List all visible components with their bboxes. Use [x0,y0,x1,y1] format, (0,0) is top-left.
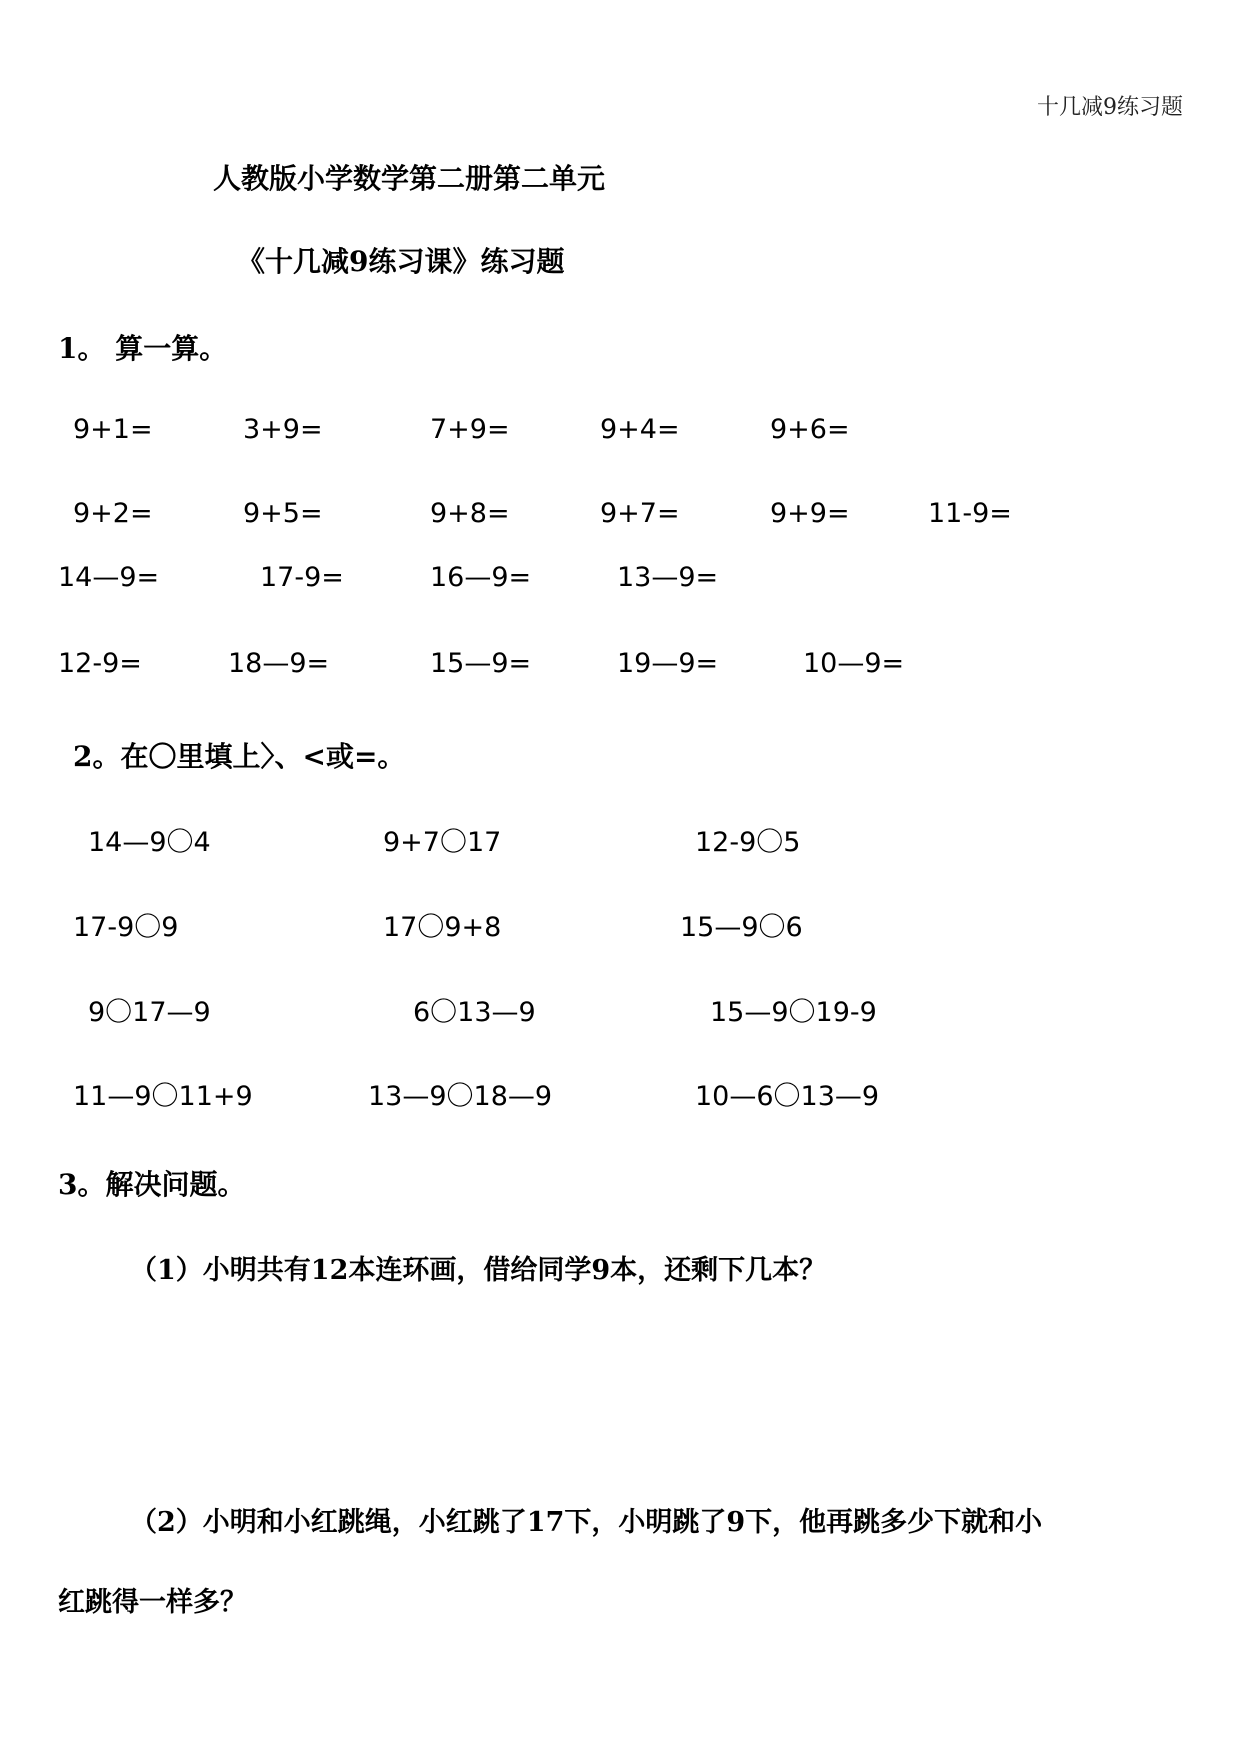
compare-item: 10—6〇13—9 [695,1081,880,1112]
compare-item: 17-9〇9 [73,912,179,943]
compare-row-1 [0,820,1241,860]
word-problem-2-line1: （2）小明和小红跳绳，小红跳了17下，小明跳了9下，他再跳多少下就和小 [130,1507,1043,1538]
word-problem-1: （1）小明共有12本连环画，借给同学9本，还剩下几本？ [130,1255,827,1286]
compare-item: 15—9〇6 [680,912,803,943]
calc-row-1 [0,414,1241,454]
calc-item: 9+9= [770,498,850,529]
compare-item: 13—9〇18—9 [368,1081,553,1112]
calc-item: 9+1= [73,414,153,445]
calc-item: 18—9= [228,648,330,679]
calc-item: 16—9= [430,562,532,593]
calc-row-2 [0,498,1241,538]
section2-heading: 2。在〇里填上〉、<或=。 [73,740,406,773]
calc-item: 11-9= [928,498,1012,529]
calc-item: 9+4= [600,414,680,445]
section1-heading: 1。 算一算。 [58,332,228,365]
calc-item: 9+2= [73,498,153,529]
calc-item: 9+8= [430,498,510,529]
compare-item: 17〇9+8 [383,912,502,943]
section3-heading: 3。解决问题。 [58,1168,246,1201]
compare-item: 11—9〇11+9 [73,1081,253,1112]
compare-item: 14—9〇4 [88,827,211,858]
calc-item: 15—9= [430,648,532,679]
calc-item: 13—9= [617,562,719,593]
compare-row-3 [0,990,1241,1030]
calc-item: 12-9= [58,648,142,679]
calc-row-4 [0,648,1241,688]
compare-item: 15—9〇19-9 [710,997,877,1028]
compare-item: 9+7〇17 [383,827,502,858]
running-header: 十几减9练习题 [1037,95,1183,120]
calc-item: 7+9= [430,414,510,445]
compare-row-4 [0,1074,1241,1114]
calc-item: 3+9= [243,414,323,445]
calc-item: 9+5= [243,498,323,529]
document-title-line2: 《十几减9练习课》练习题 [237,245,565,278]
calc-item: 10—9= [803,648,905,679]
calc-item: 14—9= [58,562,160,593]
calc-row-3 [0,562,1241,602]
document-title-line1: 人教版小学数学第二册第二单元 [213,162,606,195]
calc-item: 17-9= [260,562,344,593]
compare-item: 12-9〇5 [695,827,801,858]
compare-item: 6〇13—9 [413,997,536,1028]
calc-item: 9+6= [770,414,850,445]
calc-item: 9+7= [600,498,680,529]
compare-row-2 [0,905,1241,945]
calc-item: 19—9= [617,648,719,679]
word-problem-2-line2: 红跳得一样多？ [58,1587,247,1618]
compare-item: 9〇17—9 [88,997,211,1028]
